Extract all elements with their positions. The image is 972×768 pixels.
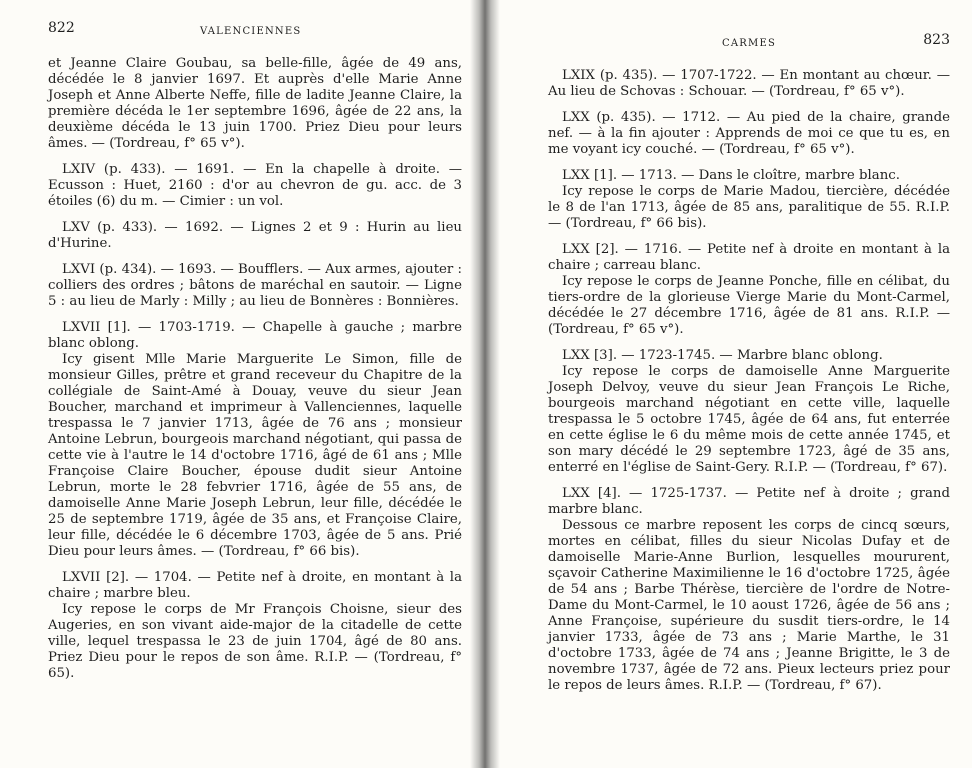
page-number-left: 822 [48,20,75,36]
entry-heading: LXX [1]. — 1713. — Dans le cloître, marbre blanc. [562,168,900,183]
entry-lxx-1 [548,168,950,232]
entry-lxiv [48,162,462,210]
entry-lxvii-2 [48,570,462,682]
entry-heading: LXIV (p. 433). — 1691. — En la chapelle à droite. — Ecusson : Huet, 2160 : d'or au chevron de gu. acc. de 3 étoiles (6) du m. — Cimier : un vol. [48,162,462,209]
entry-heading: LXX (p. 435). — 1712. — Au pied de la chaire, grande nef. — à la fin ajouter : Apprends de moi ce que tu es, en me voyant icy couché. — (Tordreau, f° 65 v°). [548,110,950,157]
entry-lxv [48,220,462,252]
continuation-text: et Jeanne Claire Goubau, sa belle-fille, âgée de 49 ans, décédée le 8 janvier 1697. Et auprès d'elle Marie Anne Joseph et Anne Alberte Neffe, fille de ladite Jeanne Claire, la première décéda le 1er septembre 1696, âgée de 22 ans, la deuxième décéda le 13 juin 1700. Priez Dieu pour leurs âmes. — (Tordreau, f° 65 v°). [48,56,462,151]
entry-body: Icy gisent Mlle Marie Marguerite Le Simon, fille de monsieur Gilles, prêtre et grand receveur du Chapitre de la collégiale de Saint-Amé à Douay, veuve du sieur Jean Boucher, marchand et imprimeur à Vallenciennes, laquelle trespassa le 7 janvier 1713, âgée de 76 ans ; monsieur Antoine Lebrun, bourgeois marchand négotiant, qui passa de cette vie à l'autre le 14 d'octobre 1716, âgé de 61 ans ; Mlle Françoise Claire Boucher, épouse dudit sieur Antoine Lebrun, morte le 28 febvrier 1716, âgée de 55 ans, de damoiselle Anne Marie Joseph Lebrun, leur fille, décédée le 25 de septembre 1719, âgée de 35 ans, et Françoise Claire, leur fille, décédée le 6 décembre 1703, âgée de 5 ans. Prié Dieu pour leurs âmes. — (Tordreau, f° 66 bis). [48,352,462,559]
entry-lxvii-1 [48,320,462,560]
running-head-right: CARMES [722,38,776,49]
entry-heading: LXVI (p. 434). — 1693. — Boufflers. — Aux armes, ajouter : colliers des ordres ; bâtons de maréchal en sautoir. — Ligne 5 : au lieu de Marly : Milly ; au lieu de Bonnères : Bonnières. [48,262,462,309]
left-column [48,56,462,682]
page-number-right: 823 [923,32,950,48]
entry-heading: LXVII [2]. — 1704. — Petite nef à droite, en montant à la chaire ; marbre bleu. [48,570,462,601]
entry-heading: LXVII [1]. — 1703-1719. — Chapelle à gauche ; marbre blanc oblong. [48,320,462,351]
right-page [490,0,972,768]
running-head-left: VALENCIENNES [200,26,302,37]
entry-lxx-3 [548,348,950,476]
entry-lxx-2 [548,242,950,338]
entry-heading: LXX [4]. — 1725-1737. — Petite nef à droite ; grand marbre blanc. [548,486,950,517]
entry-heading: LXX [3]. — 1723-1745. — Marbre blanc oblong. [562,348,883,363]
entry-body: Icy repose le corps de Mr François Choisne, sieur des Augeries, en son vivant aide-major de la citadelle de cette ville, lequel trespassa le 23 de juin 1704, âgé de 80 ans. Priez Dieu pour le repos de son âme. R.I.P. — (Tordreau, f° 65). [48,602,462,681]
entry-heading: LXX [2]. — 1716. — Petite nef à droite en montant à la chaire ; carreau blanc. [548,242,950,273]
entry-heading: LXIX (p. 435). — 1707-1722. — En montant au chœur. — Au lieu de Schovas : Schouar. — (Tordreau, f° 65 v°). [548,68,950,99]
entry-heading: LXV (p. 433). — 1692. — Lignes 2 et 9 : Hurin au lieu d'Hurine. [48,220,462,251]
right-column [548,68,950,694]
entry-body: Icy repose le corps de Jeanne Ponche, fille en célibat, du tiers-ordre de la glorieuse Vierge Marie du Mont-Carmel, décédée le 27 décembre 1716, âgée de 81 ans. R.I.P. — (Tordreau, f° 65 v°). [548,274,950,337]
entry-lxx [548,110,950,158]
entry-body: Icy repose le corps de damoiselle Anne Marguerite Joseph Delvoy, veuve du sieur Jean François Le Riche, bourgeois marchand négotiant en cette ville, laquelle trespassa le 5 octobre 1745, âgée de 64 ans, fut enterrée en cette église le 6 du même mois de cette année 1745, et son mary décédé le 29 septembre 1723, âgé de 35 ans, enterré en l'église de Saint-Gery. R.I.P. — (Tordreau, f° 67). [548,364,950,475]
entry-lxix [548,68,950,100]
entry-body: Dessous ce marbre reposent les corps de cincq sœurs, mortes en célibat, filles du sieur Nicolas Dufay et de damoiselle Marie-Anne Burlion, lesquelles moururent, sçavoir Catherine Maximilienne le 16 d'octobre 1725, âgée de 54 ans ; Barbe Thérèse, tiercière de l'ordre de Notre-Dame du Mont-Carmel, le 10 aoust 1726, âgée de 56 ans ; Anne Françoise, supérieure du susdit tiers-ordre, le 14 janvier 1733, âgée de 73 ans ; Marie Marthe, le 31 d'octobre 1733, âgée de 74 ans ; Jeanne Brigitte, le 3 de novembre 1737, âgée de 72 ans. Pieux lecteurs priez pour le repos de leurs âmes. R.I.P. — (Tordreau, f° 67). [548,518,950,693]
entry-lxvi [48,262,462,310]
entry-body: Icy repose le corps de Marie Madou, tiercière, décédée le 8 de l'an 1713, âgée de 85 ans, paralitique de 55. R.I.P. — (Tordreau, f° 66 bis). [548,184,950,231]
entry-lxx-4 [548,486,950,694]
left-page [0,0,480,768]
